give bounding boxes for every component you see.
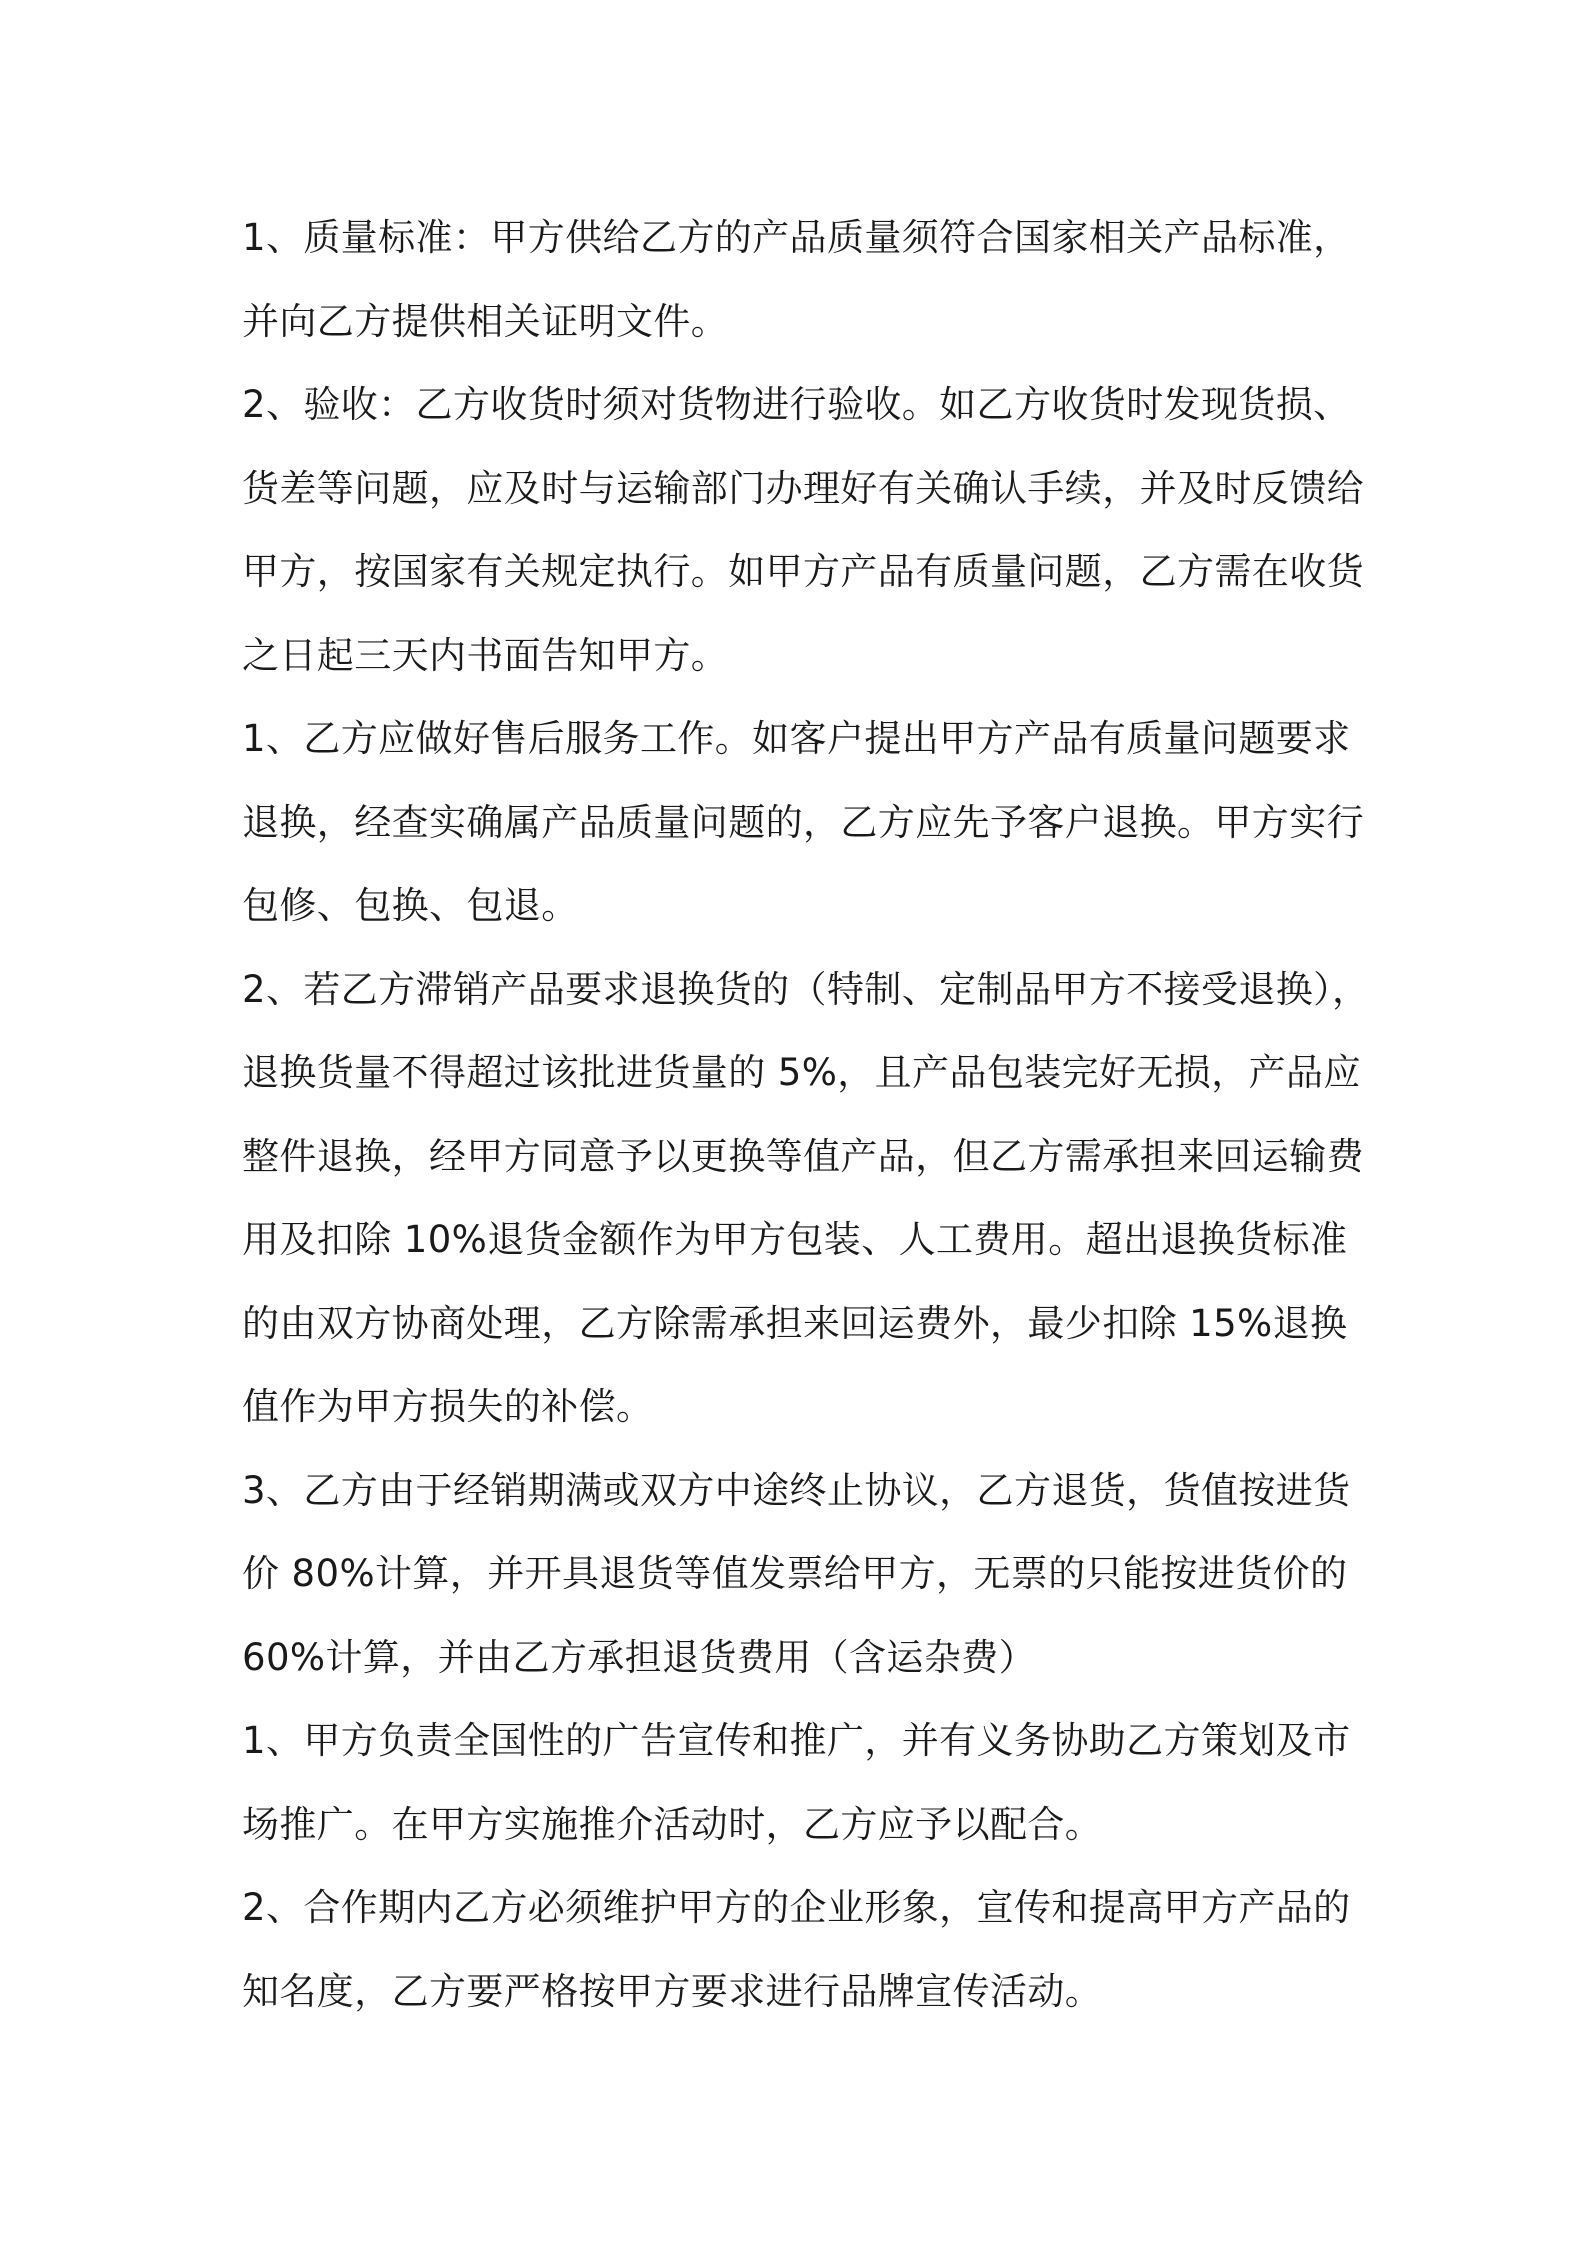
document-body: [242, 196, 1370, 2033]
text-line: 值作为甲方损失的补偿。: [242, 1385, 654, 1428]
text-line: 退换，经查实确属产品质量问题的，乙方应先予客户退换。甲方实行: [242, 800, 1364, 844]
clause-advertising: [242, 1699, 1352, 1866]
clause-after-sales-service: [242, 697, 1364, 948]
text-line: 货差等问题，应及时与运输部门办理好有关确认手续，并及时反馈给: [242, 466, 1364, 510]
text-line: 整件退换，经甲方同意予以更换等值产品，但乙方需承担来回运输费: [242, 1134, 1364, 1178]
text-line: 甲方，按国家有关规定执行。如甲方产品有质量问题，乙方需在收货: [242, 550, 1364, 593]
text-line: 包修、包换、包退。: [242, 884, 579, 927]
text-line: 价 80%计算，并开具退货等值发票给甲方，无票的只能按进货价的: [242, 1552, 1348, 1595]
text-line: 的由双方协商处理，乙方除需承担来回运费外，最少扣除 15%退换: [242, 1301, 1348, 1345]
text-line: 2、验收：乙方收货时须对货物进行验收。如乙方收货时发现货损、: [242, 383, 1351, 426]
text-line: 退换货量不得超过该批进货量的 5%，且产品包装完好无损，产品应: [242, 1051, 1361, 1094]
clause-slow-moving-returns: [242, 948, 1370, 1449]
text-line: 知名度，乙方要严格按甲方要求进行品牌宣传活动。: [242, 1969, 1103, 2013]
clause-acceptance: [242, 363, 1364, 697]
text-line: 并向乙方提供相关证明文件。: [242, 299, 729, 343]
text-line: 3、乙方由于经销期满或双方中途终止协议，乙方退货，货值按进货: [242, 1468, 1351, 1512]
text-line: 1、乙方应做好售后服务工作。如客户提出甲方产品有质量问题要求: [242, 717, 1351, 760]
clause-termination-returns: [242, 1449, 1352, 1700]
text-line: 2、合作期内乙方必须维护甲方的企业形象，宣传和提高甲方产品的: [242, 1886, 1351, 1929]
text-line: 1、甲方负责全国性的广告宣传和推广，并有义务协助乙方策划及市: [242, 1719, 1351, 1762]
clause-quality-standard: [242, 196, 1352, 363]
text-line: 1、质量标准：甲方供给乙方的产品质量须符合国家相关产品标准，: [242, 216, 1351, 259]
text-line: 之日起三天内书面告知甲方。: [242, 633, 729, 677]
text-line: 场推广。在甲方实施推介活动时，乙方应予以配合。: [242, 1802, 1103, 1846]
clause-brand-image: [242, 1866, 1352, 2033]
text-line: 60%计算，并由乙方承担退货费用（含运杂费）: [242, 1635, 1037, 1679]
text-line: 2、若乙方滞销产品要求退换货的（特制、定制品甲方不接受退换），: [242, 967, 1370, 1011]
text-line: 用及扣除 10%退货金额作为甲方包装、人工费用。超出退换货标准: [242, 1218, 1348, 1261]
